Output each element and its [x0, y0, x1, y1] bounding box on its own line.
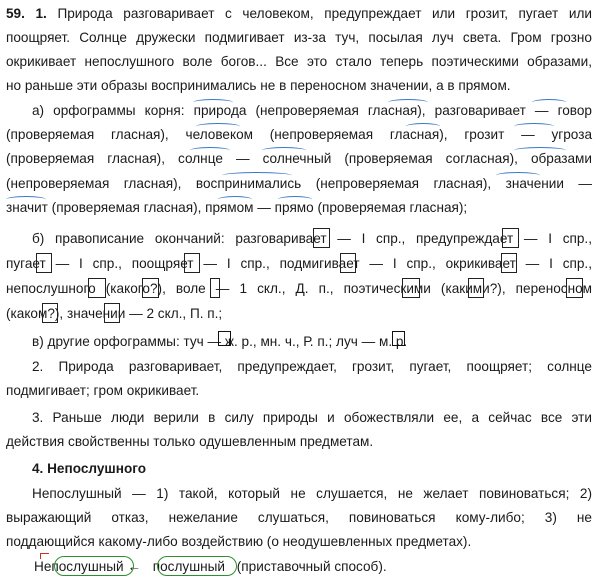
part4-line-3: поддающийся какому-либо воздействию (о неодушевленных предметах).: [6, 534, 472, 549]
intro-line-2: поощряет. Солнце дружески подмигивает из-за туч, посылая луч света. Гром грозно: [6, 30, 592, 45]
intro-text-1: Природа разговаривает с человеком, предупреждает или грозит, пугает или: [57, 6, 592, 21]
ending-box: [36, 253, 52, 273]
ending-box: [104, 303, 120, 323]
ending-box: [566, 278, 583, 298]
root-arc: [193, 99, 233, 106]
base-word: послушный: [152, 559, 225, 574]
ending-box: [210, 278, 220, 298]
root-arc: [406, 123, 440, 130]
section-c-line: в) другие орфограммы: туч — ж. р., мн. ч., Р. п.; луч — м. р.: [32, 334, 408, 349]
part3-line-1: 3. Раньше люди верили в силу природы и обожествляли ее, а сейчас все эти: [32, 410, 592, 425]
exercise-number: 59.: [6, 6, 25, 21]
intro-line-3: окрикивает непослушного воле богов... Все это стало теперь поэтическими образами,: [6, 54, 592, 69]
soft-sign-box: [218, 331, 231, 346]
section-b-line-3: непослушного (какого?), воле — 1 скл., Д. п., поэтическими (какими?), переносном: [6, 281, 592, 296]
section-b-line-1: б) правописание окончаний: разговаривает — I спр., предупреждает — I спр.,: [32, 231, 592, 246]
root-arc: [278, 196, 312, 203]
part4-line-1: Непослушный — 1) такой, который не слушается, не желает повиноваться; 2): [32, 486, 592, 501]
section-a-line-4: (непроверяемая гласная), воспринимались (непроверяемая гласная), значении —: [6, 176, 592, 191]
part2-line-1: 2. Природа разговаривает, предупреждает, грозит, пугает, поощряет; солнце: [32, 359, 592, 374]
root-arc: [218, 196, 252, 203]
section-a-line-5: значит (проверяемая гласная), прямом — прямо (проверяемая гласная);: [6, 200, 468, 215]
part2-line-2: подмигивает; гром окрикивает.: [6, 383, 200, 398]
prefix-mark: [40, 553, 49, 559]
intro-line-1: [6, 4, 592, 23]
root-arc: [196, 123, 240, 130]
ending-box: [501, 253, 517, 273]
stem-oval: [54, 556, 134, 576]
ending-box: [313, 228, 330, 248]
root-arc: [514, 147, 566, 154]
section-b-line-4: (каком?), значении — 2 скл., П. п.;: [6, 306, 223, 321]
part3-line-2: действия свойственны только одушевленным предметам.: [6, 434, 374, 449]
soft-sign-box: [392, 331, 405, 346]
root-arc: [532, 99, 566, 106]
derivation-note: (приставочный способ).: [236, 559, 387, 574]
root-arc: [496, 172, 540, 179]
root-arc: [514, 123, 554, 130]
root-arc: [388, 99, 428, 106]
root-arc: [6, 196, 46, 203]
ending-box: [340, 253, 356, 273]
part4-title: 4. Непослушного: [32, 461, 147, 476]
ending-box: [468, 278, 484, 298]
ending-box: [502, 228, 519, 248]
ending-box: [142, 278, 159, 298]
section-a-line-1: а) орфограммы корня: природа (непроверяемая гласная), разговаривает — говор: [32, 103, 592, 118]
ending-box: [402, 278, 420, 298]
ending-box: [88, 278, 106, 298]
derivation-arrow: ←: [127, 559, 141, 574]
intro-line-4: но раньше эти образы воспринимались не в переносном значении, а в прямом.: [6, 78, 511, 93]
root-arc: [222, 172, 292, 179]
part1-number: 1.: [35, 6, 47, 21]
section-b-line-2: пугает — I спр., поощряет — I спр., подмигивает — I спр., окрикивает — I спр.,: [6, 256, 592, 271]
root-arc: [262, 147, 306, 154]
section-a-line-2: (проверяемая гласная), человеком (непроверяемая гласная), грозит — угроза: [6, 127, 592, 142]
derived-word: Непослушный: [34, 559, 124, 574]
section-a-line-3: (проверяемая гласная), солнце — солнечный (проверяемая согласная), образами: [6, 151, 592, 166]
part4-line-2: выражающий отказ, нежелание слушаться, повиноваться кому-либо; 3) не: [6, 510, 592, 525]
ending-box: [184, 253, 200, 273]
ending-box: [42, 303, 58, 323]
stem-oval: [157, 556, 237, 576]
root-arc: [190, 147, 230, 154]
